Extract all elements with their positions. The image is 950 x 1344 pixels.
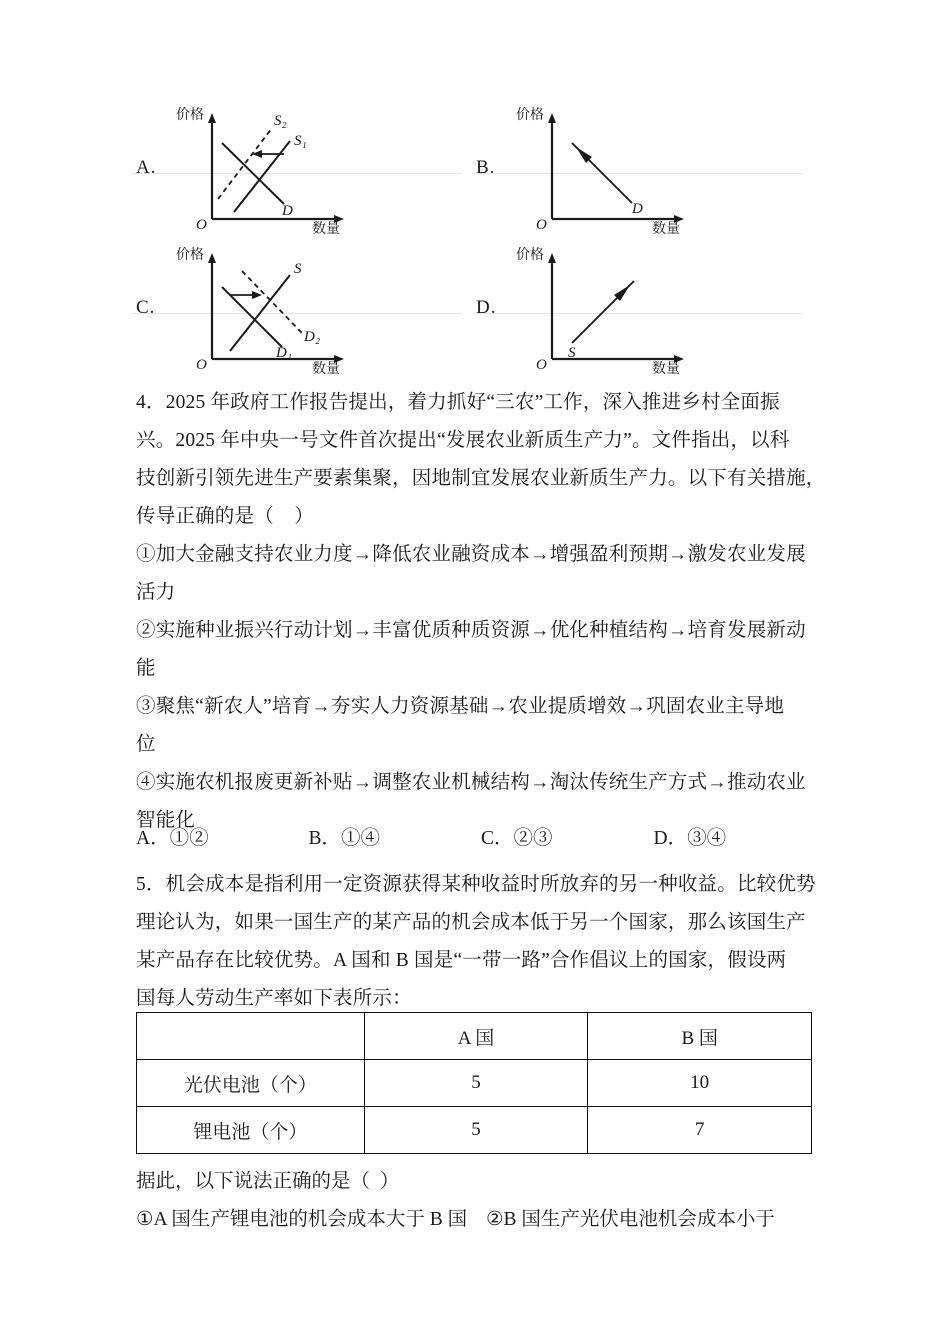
table-row-label-pv-cell: 光伏电池（个） <box>137 1060 365 1107</box>
table-header-country-b: B 国 <box>588 1013 812 1060</box>
table-row-label-lithium-cell: 锂电池（个） <box>137 1107 365 1154</box>
graph-a-x-axis-label: 数量 <box>312 220 340 235</box>
graph-b-origin-label: O <box>536 217 547 233</box>
question-5-line-1: 5．机会成本是指利用一定资源获得某种收益时所放弃的另一种收益。比较优势 <box>136 874 816 895</box>
labor-productivity-table <box>136 1012 812 1154</box>
question-4-item-1a: ①加大金融支持农业力度→降低农业融资成本→增强盈利预期→激发农业发展 <box>136 544 806 565</box>
question-5-line-3: 某产品存在比较优势。A 国和 B 国是“一带一路”合作倡议上的国家，假设两 <box>136 950 787 971</box>
graph-c-x-axis-label: 数量 <box>312 360 340 375</box>
option-a-letter: A. <box>136 157 157 178</box>
graph-c-curve-d1-label: D₁ <box>276 345 293 361</box>
question-5-body <box>136 866 826 1018</box>
graph-b-y-axis-label: 价格 <box>516 106 544 122</box>
question-4-choice-d[interactable]: D．③④ <box>653 828 727 849</box>
question-4-choice-b[interactable]: B．①④ <box>308 828 381 849</box>
supply-demand-graph-d <box>504 239 804 375</box>
table-header-row <box>137 1013 812 1060</box>
table-cell-lithium-b: 7 <box>588 1107 812 1154</box>
question-5-statement-2[interactable]: ②B 国生产光伏电池机会成本小于 <box>486 1209 775 1230</box>
question-4-item-3a: ③聚焦“新农人”培育→夯实人力资源基础→农业提质增效→巩固农业主导地 <box>136 696 785 717</box>
question-4-line-4: 传导正确的是（ ） <box>136 506 314 527</box>
graph-a-curve-s1-label: S₁ <box>294 133 307 149</box>
question-4-item-2a: ②实施种业振兴行动计划→丰富优质种质资源→优化种植结构→培育发展新动 <box>136 620 806 641</box>
graph-a-origin-label: O <box>196 217 207 233</box>
graph-c-y-axis-label: 价格 <box>176 246 204 262</box>
graph-b-curve-d-label: D <box>632 201 643 217</box>
diagram-option-d <box>470 235 820 375</box>
question-4-item-2b: 能 <box>136 658 156 679</box>
question-5-statement-1[interactable]: ①A 国生产锂电池的机会成本大于 B 国 <box>136 1209 468 1230</box>
graph-a-curve-d-label: D <box>282 203 293 219</box>
question-4-line-3: 技创新引领先进生产要素集聚，因地制宜发展农业新质生产力。以下有关措施， <box>136 468 826 489</box>
question-4-item-4b: 智能化 <box>136 810 196 831</box>
graph-a-curve-s2-label: S₂ <box>274 113 287 129</box>
question-5-line-4: 国每人劳动生产率如下表所示： <box>136 988 412 1009</box>
diagram-option-b <box>470 95 820 235</box>
graph-d-y-axis-label: 价格 <box>516 246 544 262</box>
diagram-options-group <box>130 95 830 375</box>
question-4-choice-a[interactable]: A．①② <box>136 828 209 849</box>
diagram-option-a <box>130 95 480 235</box>
table-cell-pv-b: 10 <box>588 1060 812 1107</box>
graph-a-y-axis-label: 价格 <box>176 106 204 122</box>
graph-d-curve-s-label: S <box>568 345 576 361</box>
table-header-blank <box>137 1013 365 1060</box>
graph-d-x-axis-label: 数量 <box>652 360 680 375</box>
question-4-line-1: 4．2025 年政府工作报告提出，着力抓好“三农”工作，深入推进乡村全面振 <box>136 392 780 413</box>
graph-b-x-axis-label: 数量 <box>652 220 680 235</box>
question-4-choices <box>136 820 826 858</box>
option-d-letter: D. <box>476 297 497 318</box>
graph-c-origin-label: O <box>196 357 207 373</box>
supply-demand-graph-a <box>164 99 464 235</box>
question-4-item-3b: 位 <box>136 734 156 755</box>
table-header-country-a: A 国 <box>364 1013 588 1060</box>
option-b-letter: B. <box>476 157 496 178</box>
diagram-option-c <box>130 235 480 375</box>
graph-c-curve-d2-label: D₂ <box>304 329 321 345</box>
option-c-letter: C. <box>136 297 156 318</box>
graph-d-origin-label: O <box>536 357 547 373</box>
table-row <box>137 1060 812 1107</box>
supply-demand-graph-c <box>164 239 464 375</box>
question-5-prompt: 据此，以下说法正确的是（ ） <box>136 1171 400 1192</box>
question-4-line-2: 兴。2025 年中央一号文件首次提出“发展农业新质生产力”。文件指出，以科 <box>136 430 790 451</box>
question-4-choice-c[interactable]: C．②③ <box>481 828 553 849</box>
question-4-item-4a: ④实施农机报废更新补贴→调整农业机械结构→淘汰传统生产方式→推动农业 <box>136 772 806 793</box>
graph-c-curve-s-label: S <box>294 261 302 277</box>
question-5-line-2: 理论认为，如果一国生产的某产品的机会成本低于另一个国家，那么该国生产 <box>136 912 806 933</box>
supply-demand-graph-b <box>504 99 804 235</box>
question-5-statements <box>136 1201 836 1239</box>
table-row <box>137 1107 812 1154</box>
table-cell-lithium-a: 5 <box>364 1107 588 1154</box>
question-4-item-1b: 活力 <box>136 582 176 603</box>
question-4-body <box>136 384 826 840</box>
table-cell-pv-a: 5 <box>364 1060 588 1107</box>
